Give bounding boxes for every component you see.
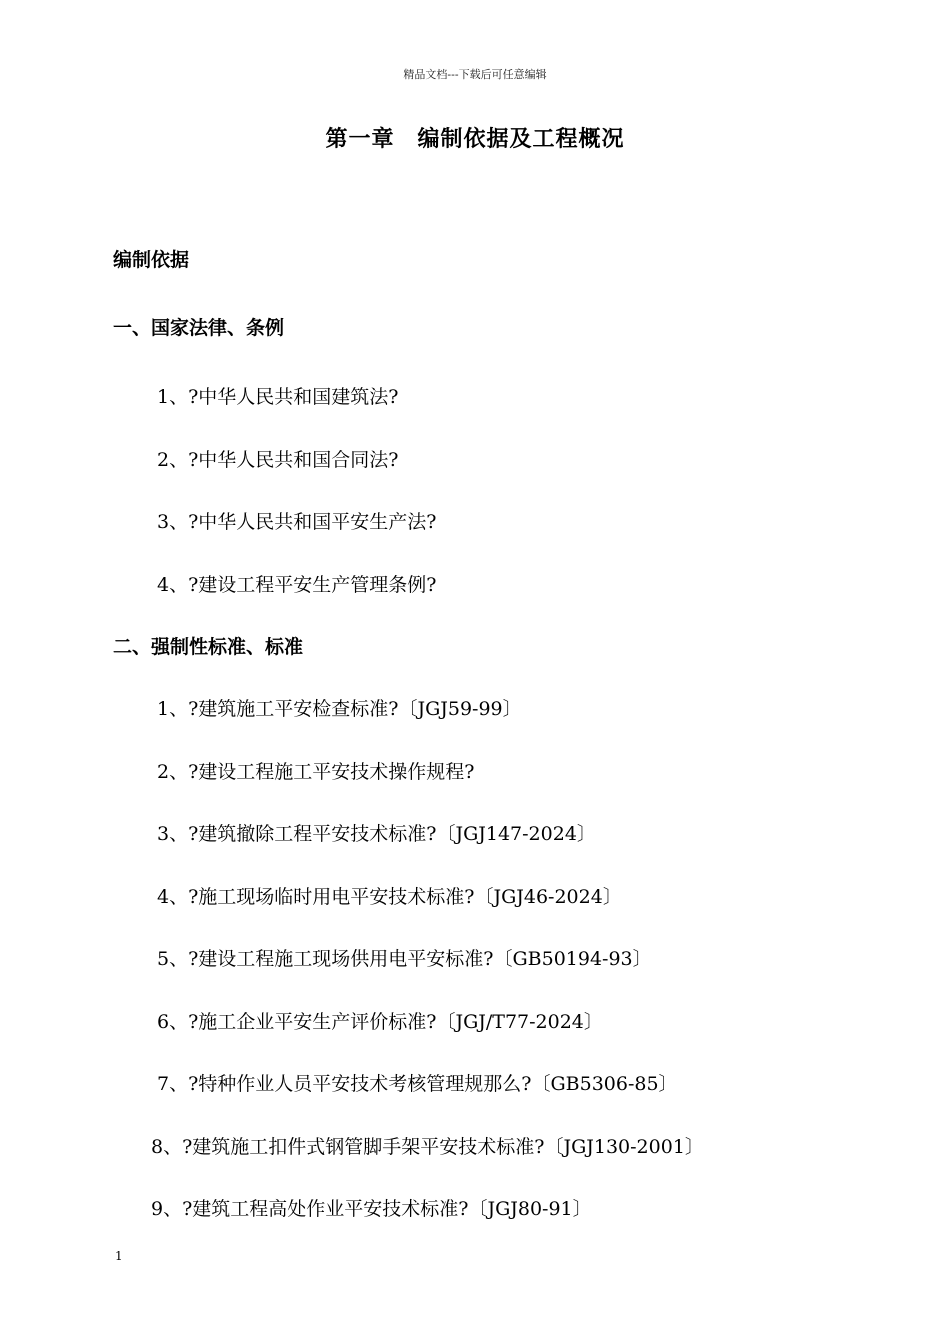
list-item: 3、?建筑撤除工程平安技术标准?〔JGJ147-2024〕 [157, 823, 596, 845]
list-item: 6、?施工企业平安生产评价标准?〔JGJ/T77-2024〕 [157, 1011, 603, 1033]
list-item: 4、?建设工程平安生产管理条例? [157, 574, 437, 596]
page-header: 精品文档---下载后可任意编辑 [403, 68, 547, 81]
list-item: 7、?特种作业人员平安技术考核管理规那么?〔GB5306-85〕 [157, 1073, 678, 1095]
list-item: 9、?建筑工程高处作业平安技术标准?〔JGJ80-91〕 [151, 1198, 592, 1220]
page-number: 1 [115, 1249, 123, 1263]
chapter-title: 第一章 编制依据及工程概况 [325, 127, 625, 152]
group-heading-standards: 二、强制性标准、标准 [113, 636, 304, 658]
list-item: 4、?施工现场临时用电平安技术标准?〔JGJ46-2024〕 [157, 886, 622, 908]
group-heading-laws: 一、国家法律、条例 [113, 317, 285, 339]
list-item: 2、?建设工程施工平安技术操作规程? [157, 761, 475, 783]
list-item: 1、?中华人民共和国建筑法? [157, 386, 399, 408]
section-title: 编制依据 [113, 249, 190, 271]
list-item: 1、?建筑施工平安检查标准?〔JGJ59-99〕 [157, 698, 522, 720]
list-item: 2、?中华人民共和国合同法? [157, 449, 399, 471]
list-item: 8、?建筑施工扣件式钢管脚手架平安技术标准?〔JGJ130-2001〕 [151, 1136, 704, 1158]
list-item: 3、?中华人民共和国平安生产法? [157, 511, 437, 533]
list-item: 5、?建设工程施工现场供用电平安标准?〔GB50194-93〕 [157, 948, 652, 970]
